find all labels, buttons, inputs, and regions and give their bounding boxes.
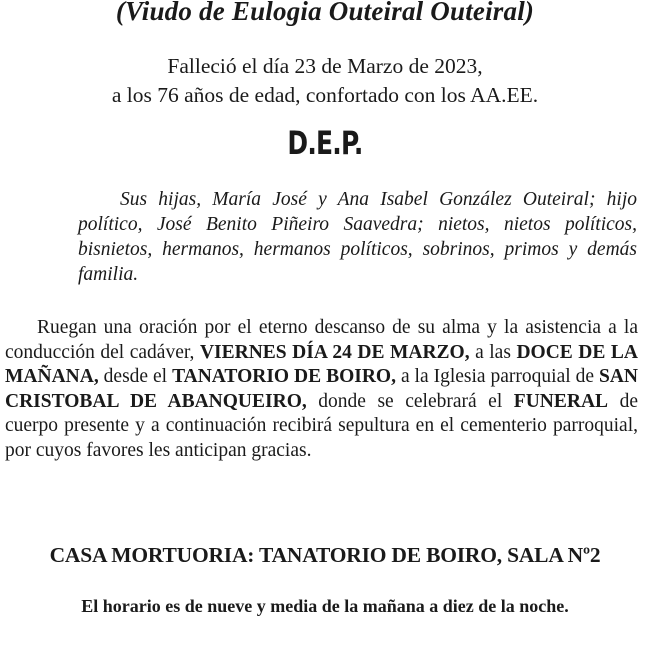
dep-heading: D.E.P. [287, 124, 363, 162]
prayer-text: Ruegan una oración por el eterno descanso de su alma y la asistencia a la conducción del cadáver, [5, 317, 638, 363]
prayer-text: a las [469, 341, 517, 363]
prayer-text: a la Iglesia parroquial de [395, 366, 599, 387]
church-name: SAN CRISTOBAL DE ABANQUEIRO, [5, 366, 638, 412]
widower-subtitle: (Viudo de Eulogia Outeiral Outeiral) [115, 0, 535, 26]
death-age-line: a los 76 años de edad, confortado con los AA.EE. [111, 83, 539, 107]
funeral-time: DOCE DE LA MAÑANA, [5, 341, 638, 387]
prayer-text: de cuerpo presente y a continuación recibirá sepultura en el cementerio parroquial, por cuyos favores les anticipan gracias. [5, 390, 638, 461]
death-date-line: Falleció el día 23 de Marzo de 2023, [167, 54, 483, 78]
family-paragraph: Sus hijas, María José y Ana Isabel González Outeiral; hijo político, José Benito Piñeiro Saavedra; nietos, nietos políticos, bisnietos, hermanos, hermanos políticos, sobrinos, primos y demás familia. [78, 189, 637, 285]
prayer-paragraph [5, 316, 638, 463]
mortuary-location: CASA MORTUORIA: TANATORIO DE BOIRO, SALA Nº2 [49, 543, 601, 567]
funeral-word: FUNERAL [513, 390, 609, 412]
visiting-hours: El horario es de nueve y media de la mañana a diez de la noche. [81, 596, 569, 616]
departure-place: TANATORIO DE BOIRO, [172, 366, 396, 387]
death-announcement [0, 52, 650, 110]
funeral-day: VIERNES DÍA 24 DE MARZO, [199, 341, 470, 363]
prayer-text: desde el [98, 366, 173, 387]
prayer-text: donde se celebrará el [306, 390, 514, 412]
